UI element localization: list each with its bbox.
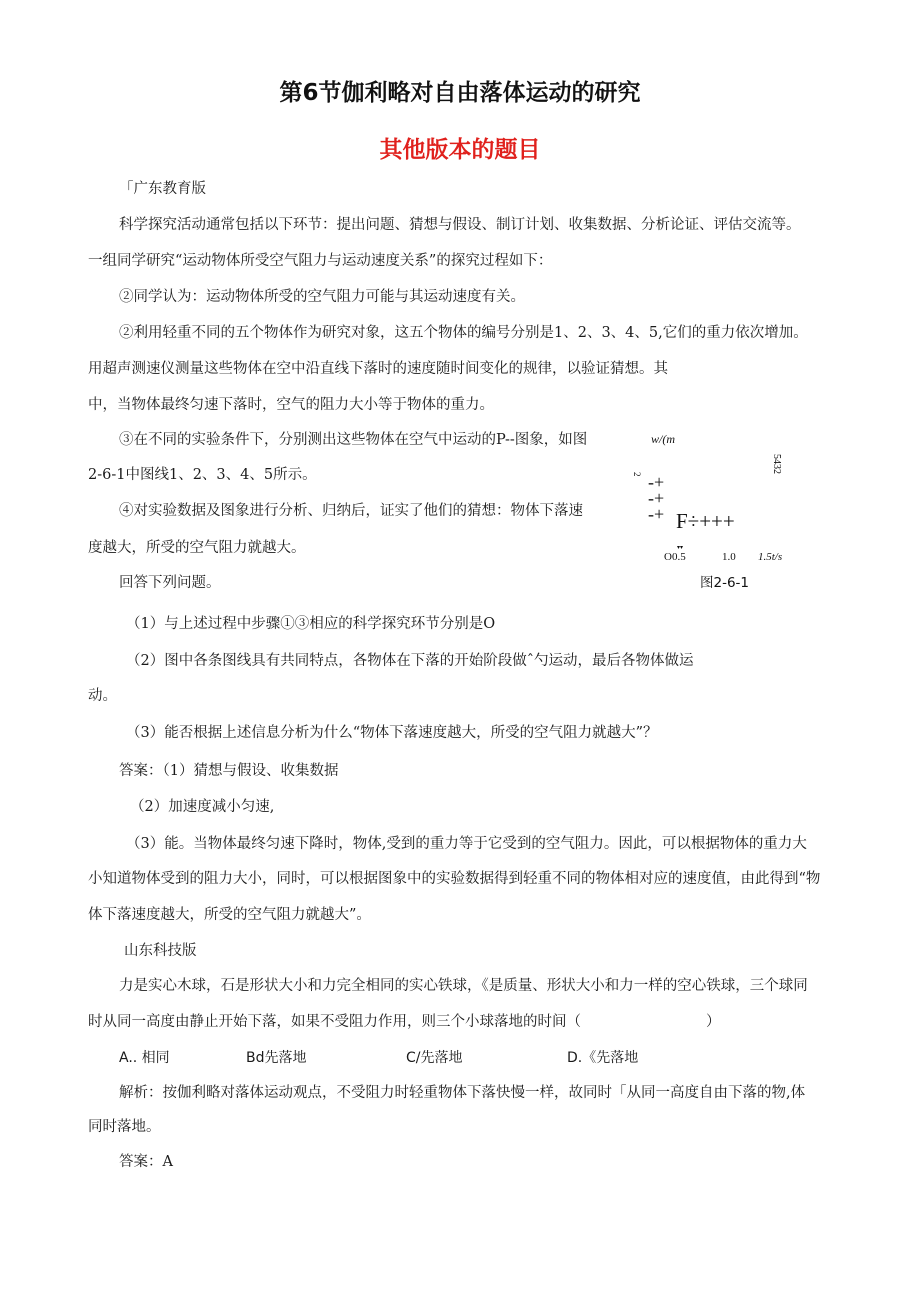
figure-caption: 图2-6-1 (700, 575, 750, 591)
question-line: （2）图中各条图线具有共同特点，各物体在下落的开始阶段做ˆ勺运动，最后各物体做运 (126, 653, 694, 669)
figure-mark: -+ (648, 472, 665, 492)
option-d: D.《先落地 (567, 1050, 639, 1066)
figure-mark: -+ (648, 488, 665, 508)
option-b: Bd先落地 (246, 1050, 307, 1066)
section-heading-guangdong: 「广东教育版 (119, 181, 206, 197)
figure-ylabel: w/(m (651, 432, 675, 446)
paragraph-line: ④对实验数据及图象进行分析、归纳后，证实了他们的猜想：物体下落速 (119, 503, 583, 519)
paragraph-line: 度越大，所受的空气阻力就越大。 (88, 540, 306, 556)
analysis-line: 同时落地。 (88, 1119, 161, 1135)
answer-line: （2）加速度减小匀速, (130, 799, 275, 815)
question-line: 力是实心木球，石是形状大小和力完全相同的实心铁球，《是质量、形状大小和力一样的空心铁球，三个球同 (119, 978, 808, 994)
figure-x-arrows: ▾▾ (677, 545, 684, 551)
analysis-line: 解析：按伽利略对落体运动观点，不受阻力时轻重物体下落快慢一样，故同时「从同一高度自由下落的物,体 (119, 1085, 806, 1101)
section-heading-shandong: 山东科技版 (124, 943, 197, 959)
paragraph-line: 2-6-1中图线1、2、3、4、5所示。 (88, 467, 317, 483)
figure-tick-2: 2 (632, 472, 642, 477)
answer-line: 答案：（1）猜想与假设、收集数据 (119, 763, 339, 779)
paragraph-line: 中，当物体最终匀速下落时，空气的阻力大小等于物体的重力。 (88, 397, 494, 413)
figure-x-tick: 1.0 (722, 551, 736, 563)
answer-line: 答案：A (119, 1154, 173, 1170)
page-subtitle: 其他版本的题目 (379, 137, 541, 163)
paragraph-line: ③在不同的实验条件下，分别测出这些物体在空气中运动的P--图象，如图 (119, 432, 588, 448)
page-title: 第6节伽利略对自由落体运动的研究 (279, 80, 641, 106)
paragraph-line: 用超声测速仪测量这些物体在空中沿直线下落时的速度随时间变化的规律，以验证猜想。其 (88, 361, 668, 377)
question-line: （1）与上述过程中步骤①③相应的科学探究环节分别是O (126, 616, 496, 632)
figure-x-tick: 1.5t/s (758, 551, 783, 563)
figure-mark: F÷+++ (676, 509, 735, 533)
answer-line: 小知道物体受到的阻力大小，同时，可以根据图象中的实验数据得到轻重不同的物体相对应的速度值，由此得到“物 (88, 871, 821, 887)
question-line: 时从同一高度由静止开始下落，如果不受阻力作用，则三个小球落地的时间（ (88, 1014, 581, 1030)
paragraph-line: ②同学认为：运动物体所受的空气阻力可能与其运动速度有关。 (119, 289, 525, 305)
figure-mark: -+ (648, 504, 665, 524)
figure-x-origin: O0.5 (664, 551, 686, 563)
question-line: （3）能否根据上述信息分析为什么“物体下落速度越大，所受的空气阻力就越大”？ (126, 725, 658, 741)
question-line: 动。 (88, 688, 117, 704)
paragraph-line: ②利用轻重不同的五个物体作为研究对象，这五个物体的编号分别是1、2、3、4、5,它们的重力依次增加。 (119, 325, 808, 341)
question-line: ） (706, 1014, 721, 1030)
answer-line: （3）能。当物体最终匀速下降时，物体,受到的重力等于它受到的空气阻力。因此，可以根据物体的重力大 (126, 836, 807, 852)
option-a: A.. 相同 (119, 1050, 170, 1066)
paragraph-line: 回答下列问题。 (119, 575, 221, 591)
paragraph-line: 一组同学研究“运动物体所受空气阻力与运动速度关系”的探究过程如下： (88, 253, 553, 269)
option-c: C/先落地 (406, 1050, 463, 1066)
answer-line: 体下落速度越大，所受的空气阻力就越大”。 (88, 907, 371, 923)
paragraph-line: 科学探究活动通常包括以下环节：提出问题、猜想与假设、制订计划、收集数据、分析论证、评估交流等。 (119, 217, 801, 233)
figure-series-labels: 5432 (771, 454, 782, 474)
